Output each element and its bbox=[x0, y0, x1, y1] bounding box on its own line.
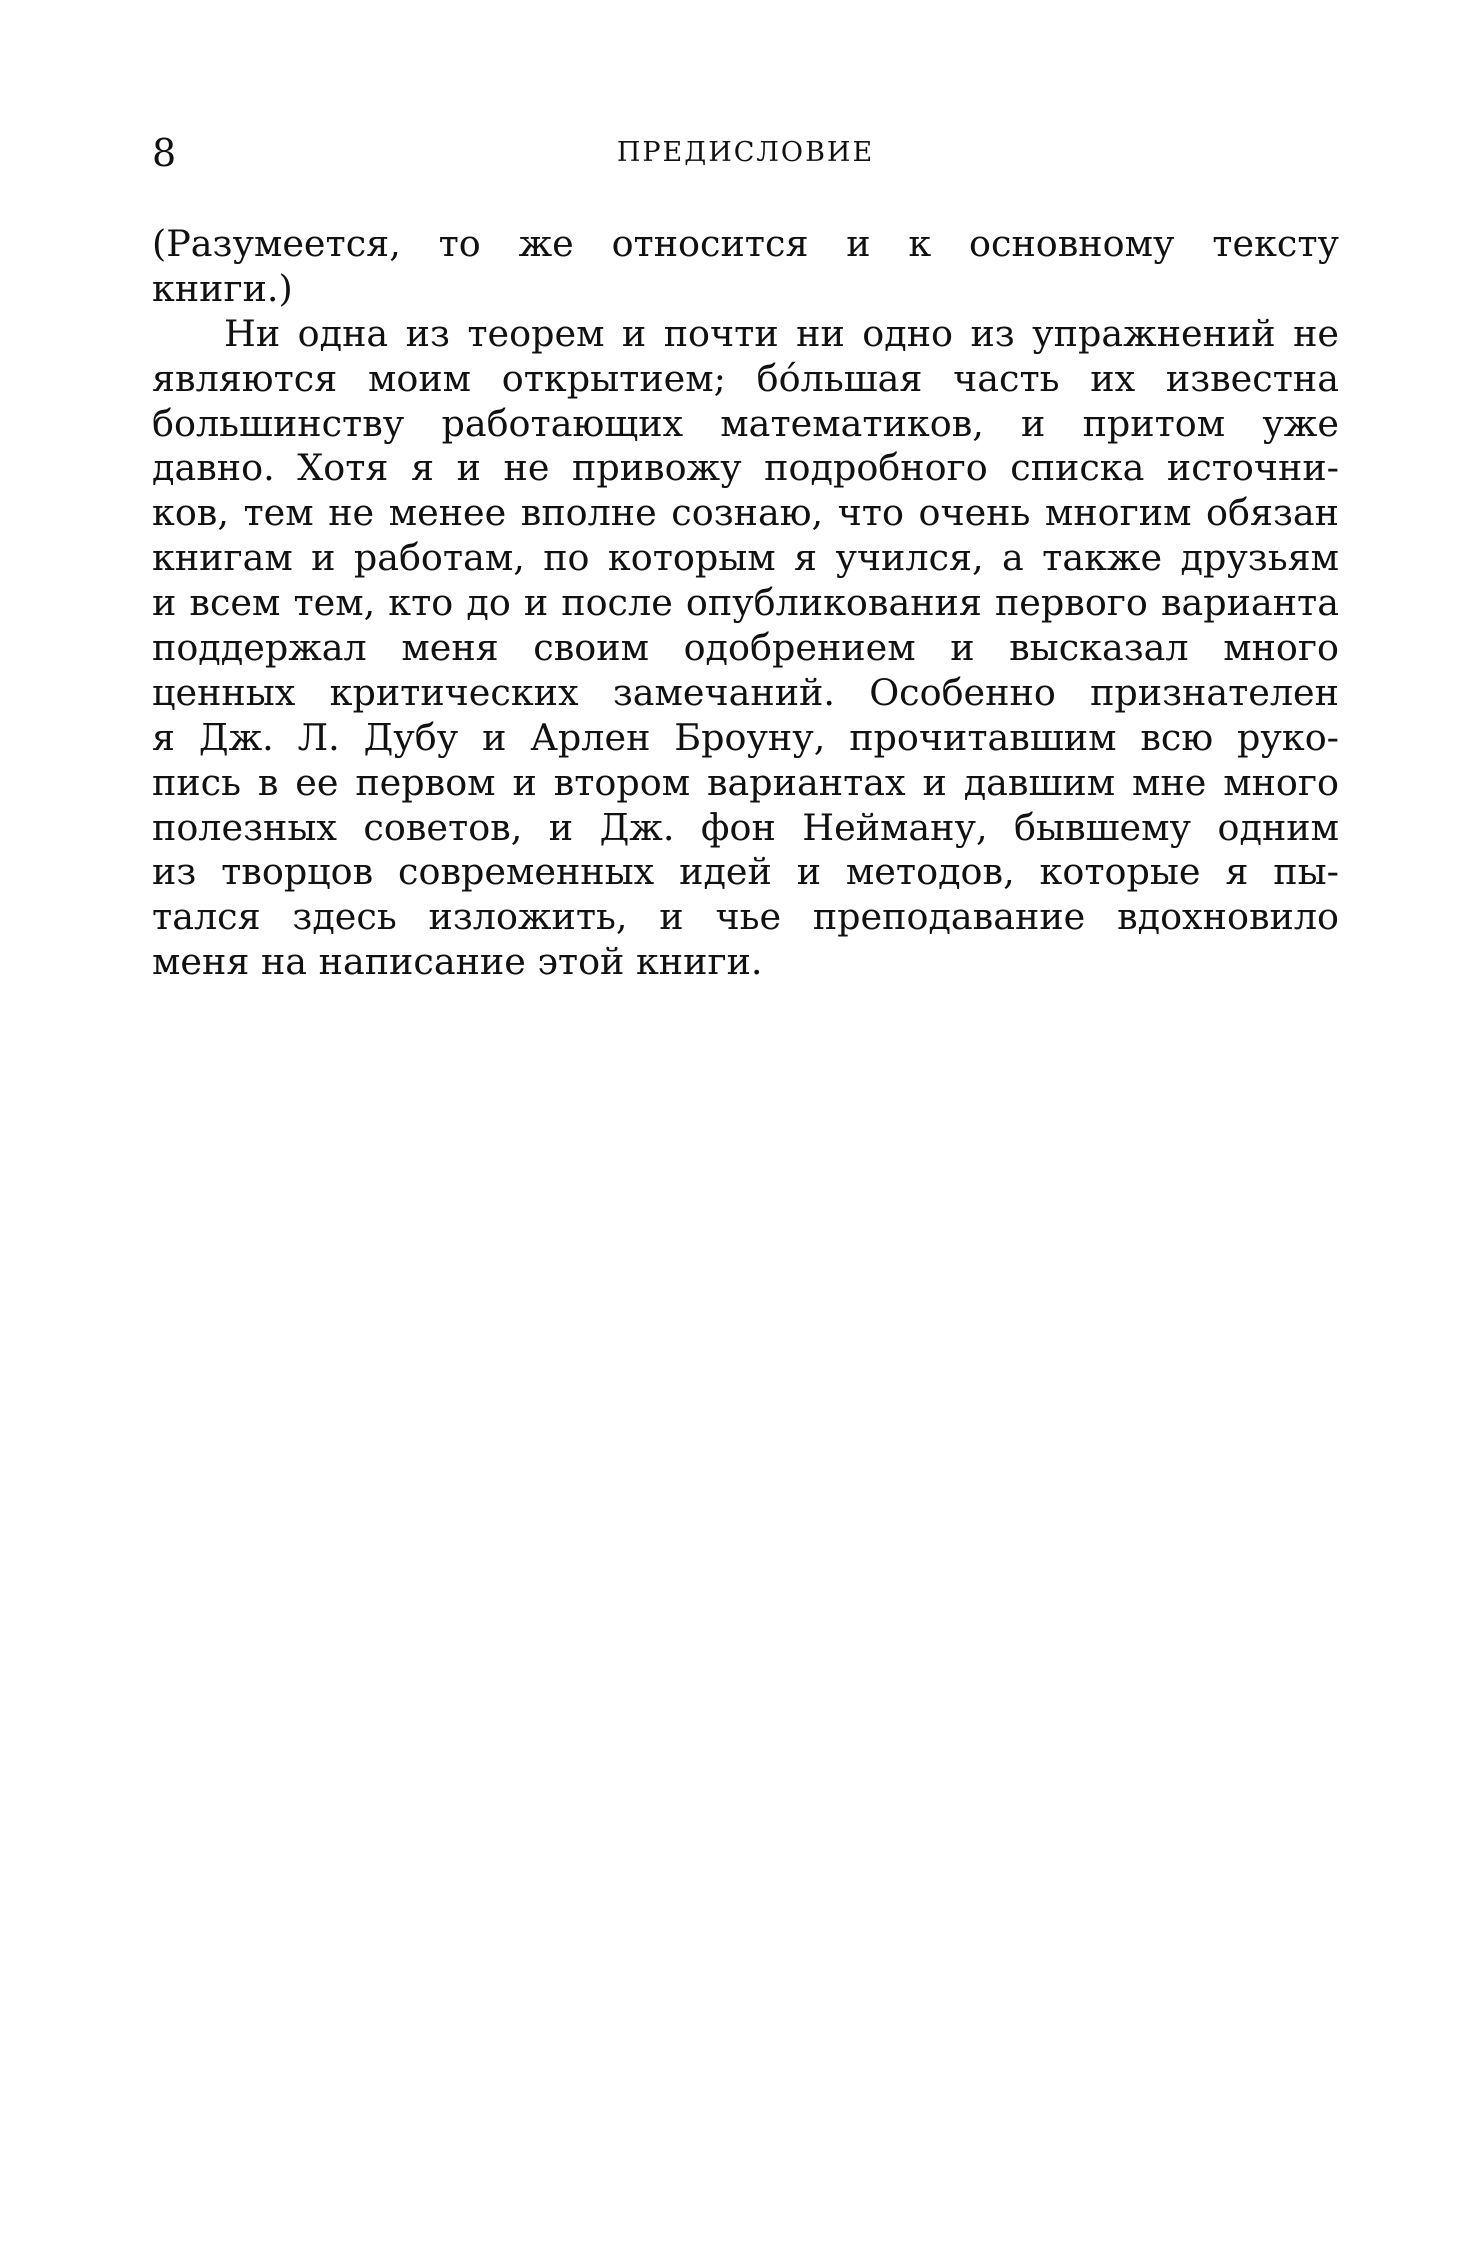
running-title: ПРЕДИСЛОВИЕ bbox=[616, 137, 875, 168]
text-line: и всем тем, кто до и после опубликования первого варианта bbox=[152, 581, 1339, 625]
text-line: пись в ее первом и втором вариантах и давшим мне много bbox=[152, 760, 1339, 804]
text-line: меня на написание этой книги. bbox=[152, 940, 763, 984]
text-line: поддержал меня своим одобрением и высказал много bbox=[152, 626, 1339, 670]
text-line: из творцов современных идей и методов, которые я пы- bbox=[152, 850, 1339, 894]
text-line: тался здесь изложить, и чье преподавание вдохновило bbox=[152, 895, 1339, 939]
body-text bbox=[152, 222, 1339, 985]
text-line: полезных советов, и Дж. фон Нейману, бывшему одним bbox=[152, 805, 1339, 849]
text-line: книги.) bbox=[152, 266, 293, 310]
paragraph bbox=[152, 222, 1339, 312]
text-line: большинству работающих математиков, и притом уже bbox=[152, 401, 1339, 445]
running-head bbox=[152, 128, 1339, 178]
text-line: ценных критических замечаний. Особенно признателен bbox=[152, 670, 1339, 714]
paragraph bbox=[152, 312, 1339, 985]
text-line: я Дж. Л. Дубу и Арлен Броуну, прочитавшим всю руко- bbox=[152, 715, 1339, 759]
text-line: давно. Хотя я и не привожу подробного списка источни- bbox=[152, 446, 1339, 490]
text-line: (Разумеется, то же относится и к основному тексту bbox=[152, 222, 1339, 265]
text-line: являются моим открытием; бóльшая часть их известна bbox=[152, 356, 1339, 400]
text-line: Ни одна из теорем и почти ни одно из упражнений не bbox=[224, 311, 1339, 355]
page-number: 8 bbox=[152, 131, 177, 175]
text-line: ков, тем не менее вполне сознаю, что очень многим обязан bbox=[152, 491, 1339, 535]
text-line: книгам и работам, по которым я учился, а также друзьям bbox=[152, 536, 1339, 580]
